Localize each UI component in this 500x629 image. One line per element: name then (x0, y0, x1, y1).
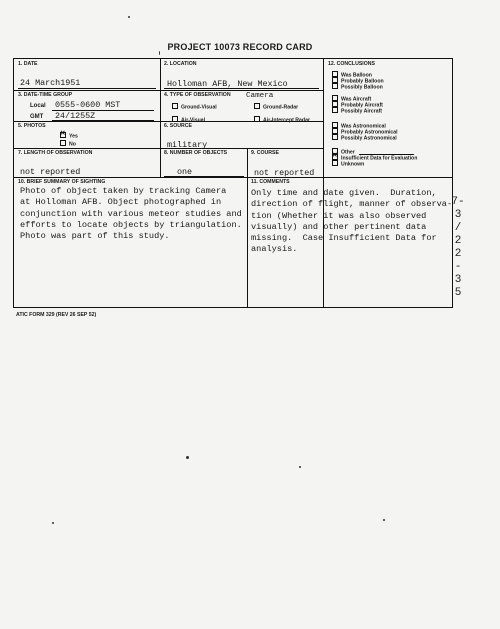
option-air-intercept-radar[interactable]: Air-Intercept Radar (254, 116, 310, 124)
checkbox[interactable] (60, 140, 66, 146)
scan-speck (52, 522, 54, 524)
checkbox[interactable] (332, 160, 338, 166)
conclusion-other[interactable]: Other (332, 148, 355, 156)
conclusions-label: 12. CONCLUSIONS (328, 61, 375, 67)
page-title: PROJECT 10073 RECORD CARD (167, 42, 313, 52)
course-label: 9. COURSE (251, 150, 279, 156)
brief-summary-label: 10. BRIEF SUMMARY OF SIGHTING (18, 179, 106, 185)
option-ground-visual[interactable]: Ground-Visual (172, 103, 217, 111)
conclusion-possibly-aircraft[interactable]: Possibly Aircraft (332, 107, 382, 115)
local-label: Local (30, 103, 46, 109)
source-label: 6. SOURCE (164, 123, 192, 129)
number-of-objects-label: 8. NUMBER OF OBJECTS (164, 150, 228, 156)
option-air-visual[interactable]: Air-Visual (172, 116, 205, 124)
photos-label: 5. PHOTOS (18, 123, 46, 129)
scan-speck (299, 466, 301, 468)
conclusion-was-balloon[interactable]: Was Balloon (332, 71, 372, 79)
scan-speck (383, 519, 385, 521)
photos-yes-option[interactable]: ✕Yes (60, 132, 78, 140)
length-of-observation-value: not reported (20, 167, 81, 177)
checkbox[interactable] (172, 116, 178, 122)
checkbox-checked[interactable] (60, 132, 66, 138)
conclusion-insufficient-data[interactable]: ✕Insufficient Data for Evaluation (332, 154, 417, 162)
conclusion-possibly-balloon[interactable]: Possibly Balloon (332, 83, 383, 91)
comments-label: 11. COMMENTS (251, 179, 290, 185)
conclusion-possibly-astronomical[interactable]: Possibly Astronomical (332, 134, 397, 142)
local-time-value: 0555-0600 MST (55, 100, 121, 110)
brief-summary-text: Photo of object taken by tracking Camera at Holloman AFB. Object photographed in conjunction with various meteor studies and efforts to locate objects by triangulation. Photo was part of this study. (20, 186, 242, 242)
form-number: ATIC FORM 329 (REV 26 SEP 52) (16, 312, 97, 318)
length-of-observation-label: 7. LENGTH OF OBSERVATION (18, 150, 93, 156)
location-value: Holloman AFB, New Mexico (167, 79, 288, 89)
conclusion-probably-aircraft[interactable]: Probably Aircraft (332, 101, 383, 109)
conclusion-was-astronomical[interactable]: Was Astronomical (332, 122, 386, 130)
type-of-observation-value: Camera (246, 92, 274, 100)
source-value: military (167, 140, 208, 150)
date-value: 24 March1951 (20, 78, 81, 88)
conclusion-was-aircraft[interactable]: Was Aircraft (332, 95, 371, 103)
checkbox[interactable] (332, 83, 338, 89)
scan-speck (186, 456, 189, 459)
gmt-value: 24/1255Z (55, 111, 96, 121)
checkbox[interactable] (172, 103, 178, 109)
scan-speck (128, 16, 130, 18)
number-of-objects-value: one (177, 167, 193, 177)
option-ground-radar[interactable]: Ground-Radar (254, 103, 298, 111)
date-label: 1. DATE (18, 61, 38, 67)
checkbox[interactable] (332, 107, 338, 113)
type-of-observation-label: 4. TYPE OF OBSERVATION (164, 92, 231, 98)
date-time-group-label: 3. DATE-TIME GROUP (18, 92, 73, 98)
conclusion-probably-astronomical[interactable]: Probably Astronomical (332, 128, 398, 136)
gmt-label: GMT (30, 114, 44, 120)
checkbox[interactable] (332, 134, 338, 140)
conclusion-unknown[interactable]: Unknown (332, 160, 364, 168)
record-card-form (13, 58, 453, 308)
comments-text: Only time and date given. Duration, direction of flight, manner of observa- tion (Whether it was also observed visually) and other pertinent data missing. Case Insufficient Data for analysis. (251, 188, 453, 255)
photos-no-option[interactable]: No (60, 140, 76, 148)
scan-speck (159, 51, 160, 55)
location-label: 2. LOCATION (164, 61, 197, 67)
course-value: not reported (254, 168, 315, 178)
checkbox[interactable] (254, 116, 260, 122)
conclusion-probably-balloon[interactable]: Probably Balloon (332, 77, 384, 85)
checkbox[interactable] (254, 103, 260, 109)
handwritten-case-number: 7- 3 / 2 2 - 3 5 (451, 196, 465, 299)
